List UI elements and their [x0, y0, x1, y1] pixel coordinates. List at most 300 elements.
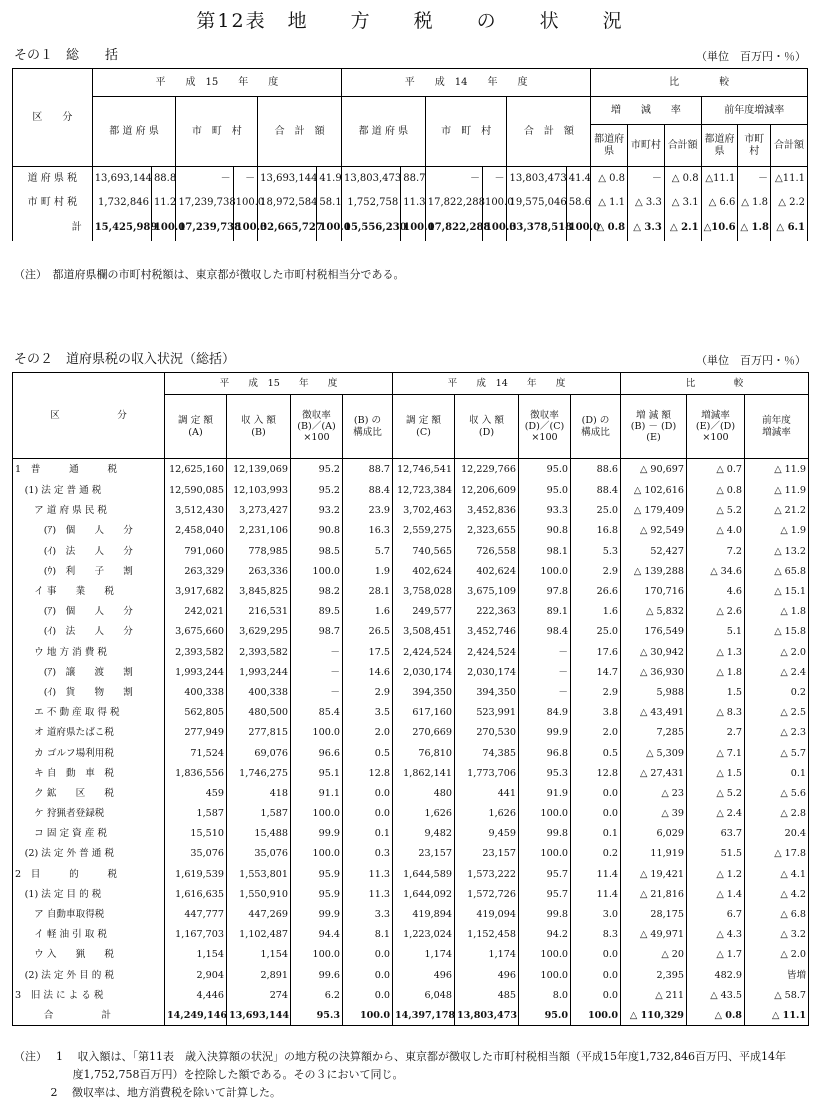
table-cell: 11.3 [343, 884, 393, 904]
header-total-h15: 合 計 額 [258, 97, 342, 167]
table-cell: － [233, 167, 258, 191]
table-cell: 0.2 [745, 682, 809, 702]
table-cell: △11.1 [771, 167, 808, 191]
table-cell: － [291, 662, 343, 682]
table-cell: 1,626 [455, 804, 519, 824]
row-label: ウ 地 方 消 費 税 [13, 642, 165, 662]
table-cell: 100.0 [519, 561, 571, 581]
table-cell: 1,746,275 [227, 763, 291, 783]
table-cell: 28,175 [621, 904, 687, 924]
table-cell: 41.4 [566, 167, 591, 191]
table-row [13, 662, 809, 682]
row-label: イ 軽 油 引 取 税 [13, 925, 165, 945]
table-cell: 100.0 [291, 804, 343, 824]
table-cell: 76,810 [393, 743, 455, 763]
table-cell: △ 23 [621, 783, 687, 803]
table-cell: 95.0 [519, 459, 571, 481]
table-cell: 17,822,288 [425, 215, 482, 241]
table-cell: 89.5 [291, 602, 343, 622]
table-cell: 95.9 [291, 864, 343, 884]
table-cell: △ 1.1 [591, 191, 628, 215]
table-cell: 100.0 [233, 191, 258, 215]
table-cell: 726,558 [455, 541, 519, 561]
row-label: 合 計 [13, 1005, 165, 1025]
header-assessed-c: 調 定 額 (C) [393, 395, 455, 459]
header-kubun: 区 分 [13, 373, 165, 459]
table-cell: 1,223,024 [393, 925, 455, 945]
table-cell: 19,575,046 [507, 191, 566, 215]
table-cell: 480 [393, 783, 455, 803]
table-cell: 13,693,144 [92, 167, 151, 191]
table-cell: 51.5 [687, 844, 745, 864]
table-cell: 23.9 [343, 501, 393, 521]
table-cell: 2.0 [571, 723, 621, 743]
table-cell: 3,675,109 [455, 581, 519, 601]
table-cell: △ 27,431 [621, 763, 687, 783]
table-cell: 98.1 [519, 541, 571, 561]
table-cell: 11.4 [571, 884, 621, 904]
table-cell: 270,669 [393, 723, 455, 743]
table-cell: 16.8 [571, 521, 621, 541]
table-cell: 2,559,275 [393, 521, 455, 541]
table-cell: 0.0 [343, 985, 393, 1005]
table-cell: 99.6 [291, 965, 343, 985]
table-cell: 1,573,222 [455, 864, 519, 884]
table-cell: 1,993,244 [227, 662, 291, 682]
table-cell: △ 3.2 [745, 925, 809, 945]
table-cell: 617,160 [393, 703, 455, 723]
table-cell: 1.6 [571, 602, 621, 622]
table-cell: 3,702,463 [393, 501, 455, 521]
table-cell: 12,590,085 [165, 481, 227, 501]
header-hikaku: 比 較 [621, 373, 809, 395]
header-rate-muni: 市町村 [628, 125, 665, 167]
table-cell: 91.1 [291, 783, 343, 803]
table-cell: 459 [165, 783, 227, 803]
table-cell: 88.7 [343, 459, 393, 481]
table-cell: 0.3 [343, 844, 393, 864]
row-label: キ 自 動 車 税 [13, 763, 165, 783]
section2-note-1: （注） 1 収入額は、「第11表 歳入決算額の状況」の地方税の決算額から、東京都が徴収した市町村税相当額（平成15年度1,732,846百万円、平成14年 [14, 1050, 786, 1063]
table-cell: △ 21.2 [745, 501, 809, 521]
header-difference-e: 増 減 額 (B) － (D) (E) [621, 395, 687, 459]
table-cell: 100.0 [519, 844, 571, 864]
section1-note: （注） 都道府県欄の市町村税額は、東京都が徴収した市町村税相当分である。 [14, 268, 405, 281]
table-cell: 1.5 [687, 682, 745, 702]
table-cell: 170,716 [621, 581, 687, 601]
table-cell: 96.8 [519, 743, 571, 763]
header-muni-h15: 市 町 村 [176, 97, 258, 167]
table-cell: 52,427 [621, 541, 687, 561]
table-cell: 91.9 [519, 783, 571, 803]
table-cell: △ 1.8 [687, 662, 745, 682]
table-row [13, 965, 809, 985]
table-cell: 95.2 [291, 459, 343, 481]
table-cell: 98.4 [519, 622, 571, 642]
row-label: (2) 法 定 外 普 通 税 [13, 844, 165, 864]
table-cell: 1,836,556 [165, 763, 227, 783]
table-cell: 1,152,458 [455, 925, 519, 945]
table-cell: △ 0.8 [687, 1005, 745, 1025]
table-cell: 12,723,384 [393, 481, 455, 501]
table-cell: 41.9 [317, 167, 342, 191]
table-cell: 3,675,660 [165, 622, 227, 642]
table-cell: △ 110,329 [621, 1005, 687, 1025]
table-cell: △ 2.0 [745, 945, 809, 965]
table-cell: △ 139,288 [621, 561, 687, 581]
table-cell: 69,076 [227, 743, 291, 763]
table-row [13, 602, 809, 622]
table-cell: △ 3.3 [628, 191, 665, 215]
row-label: ア 道 府 県 民 税 [13, 501, 165, 521]
table-cell: △ 0.7 [687, 459, 745, 481]
table-cell: 32,665,727 [258, 215, 317, 241]
header-h15: 平 成 15 年 度 [92, 69, 341, 97]
table-cell: △ 2.8 [745, 804, 809, 824]
table-cell: 3,845,825 [227, 581, 291, 601]
row-label: 市 町 村 税 [13, 191, 93, 215]
row-label: (1) 法 定 目 的 税 [13, 884, 165, 904]
table-cell: 95.7 [519, 884, 571, 904]
table-cell: 4,446 [165, 985, 227, 1005]
table-cell: 95.2 [291, 481, 343, 501]
table-cell: 2,458,040 [165, 521, 227, 541]
table-cell: 25.0 [571, 622, 621, 642]
table-row [13, 945, 809, 965]
table-cell: △ 20 [621, 945, 687, 965]
row-label: エ 不 動 産 取 得 税 [13, 703, 165, 723]
table-cell: △ 17.8 [745, 844, 809, 864]
table-row [13, 925, 809, 945]
table-cell: 2.7 [687, 723, 745, 743]
table-cell: 12,746,541 [393, 459, 455, 481]
table-cell: 99.9 [291, 904, 343, 924]
table-cell: 216,531 [227, 602, 291, 622]
header-prev-rate: 前年度増減率 [701, 97, 807, 125]
table-cell: △ 1.7 [687, 945, 745, 965]
table-cell: △ 102,616 [621, 481, 687, 501]
table-cell: 1,550,910 [227, 884, 291, 904]
table-cell: 791,060 [165, 541, 227, 561]
table-cell: 2,323,655 [455, 521, 519, 541]
row-label: (ｲ) 法 人 分 [13, 541, 165, 561]
header-composition-d: (D) の 構成比 [571, 395, 621, 459]
table-cell: 11.4 [571, 864, 621, 884]
header-rate-pref: 都道府県 [591, 125, 628, 167]
header-prev-muni: 市町村 [738, 125, 771, 167]
table-cell: 12,206,609 [455, 481, 519, 501]
table-cell: 8.0 [519, 985, 571, 1005]
table-cell: 0.5 [343, 743, 393, 763]
table-cell: △ 15.8 [745, 622, 809, 642]
table-cell: 13,693,144 [227, 1005, 291, 1025]
table-cell: 1.6 [343, 602, 393, 622]
table-cell: 263,336 [227, 561, 291, 581]
table-cell: 3.0 [571, 904, 621, 924]
table-cell: － [425, 167, 482, 191]
table-cell: 3.3 [343, 904, 393, 924]
table-cell: 99.8 [519, 824, 571, 844]
table-cell: 95.0 [519, 1005, 571, 1025]
table-cell: 402,624 [455, 561, 519, 581]
table-cell: 5,988 [621, 682, 687, 702]
table-cell: 99.9 [519, 723, 571, 743]
table-cell: 0.0 [343, 945, 393, 965]
header-pref-h15: 都 道 府 県 [92, 97, 176, 167]
table-cell: 14.7 [571, 662, 621, 682]
table-cell: △ 5,309 [621, 743, 687, 763]
table-row [13, 824, 809, 844]
table-cell: 15,556,230 [341, 215, 400, 241]
table-cell: 95.0 [519, 481, 571, 501]
row-label: イ 事 業 税 [13, 581, 165, 601]
table-row [13, 985, 809, 1005]
table-cell: 88.7 [401, 167, 426, 191]
table-cell: △11.1 [701, 167, 738, 191]
header-muni-h14: 市 町 村 [425, 97, 507, 167]
table-cell: － [519, 662, 571, 682]
table-row [13, 864, 809, 884]
table-row [13, 191, 808, 215]
row-label: カ ゴルフ場利用税 [13, 743, 165, 763]
table-cell: 20.4 [745, 824, 809, 844]
row-label: (ｱ) 譲 渡 割 [13, 662, 165, 682]
table-row [13, 459, 809, 481]
table-cell: △ 5.2 [687, 501, 745, 521]
table-cell: 89.1 [519, 602, 571, 622]
table-cell: △ 39 [621, 804, 687, 824]
table-cell: 2,030,174 [393, 662, 455, 682]
table-cell: 71,524 [165, 743, 227, 763]
row-label: (1) 法 定 普 通 税 [13, 481, 165, 501]
table-cell: △ 15.1 [745, 581, 809, 601]
table-cell: － [482, 167, 507, 191]
table-cell: － [628, 167, 665, 191]
table-cell: △ 30,942 [621, 642, 687, 662]
table-cell: 2.9 [571, 561, 621, 581]
table-cell: △ 5.7 [745, 743, 809, 763]
table-cell: 100.0 [519, 965, 571, 985]
table-cell: 11.3 [343, 864, 393, 884]
row-label: ケ 狩猟者登録税 [13, 804, 165, 824]
table-cell: 100.0 [291, 945, 343, 965]
table-cell: 400,338 [227, 682, 291, 702]
table-cell: 3,917,682 [165, 581, 227, 601]
table-cell: △ 90,697 [621, 459, 687, 481]
table-cell: 1,752,758 [341, 191, 400, 215]
table-cell: 3,758,028 [393, 581, 455, 601]
table-cell: 23,157 [393, 844, 455, 864]
table-row [13, 763, 809, 783]
table-cell: 16.3 [343, 521, 393, 541]
header-collection-rate-ba: 徴収率 (B)／(A) ×100 [291, 395, 343, 459]
row-label: 1 普 通 税 [13, 459, 165, 481]
table-cell: 447,269 [227, 904, 291, 924]
table-cell: △ 8.3 [687, 703, 745, 723]
table-cell: △ 1.3 [687, 642, 745, 662]
table-cell: 1,644,092 [393, 884, 455, 904]
table-cell: 523,991 [455, 703, 519, 723]
table-cell: △ 1.9 [745, 521, 809, 541]
row-label: (ｳ) 利 子 割 [13, 561, 165, 581]
table-cell: △ 13.2 [745, 541, 809, 561]
table-cell: △ 1.8 [738, 215, 771, 241]
table-cell: 1,619,539 [165, 864, 227, 884]
table-cell: 96.6 [291, 743, 343, 763]
table-cell: 17,239,738 [176, 191, 233, 215]
page-title: 第12表 地 方 税 の 状 況 [196, 10, 624, 32]
header-prev-total: 合計額 [771, 125, 808, 167]
table-row [13, 622, 809, 642]
table-cell: 2.9 [343, 682, 393, 702]
table-cell: 5.3 [571, 541, 621, 561]
row-label: 2 目 的 税 [13, 864, 165, 884]
table-cell: 0.0 [343, 783, 393, 803]
table-cell: △ 179,409 [621, 501, 687, 521]
table-cell: 98.7 [291, 622, 343, 642]
table-cell: 2,395 [621, 965, 687, 985]
table-cell: 2,030,174 [455, 662, 519, 682]
table-cell: 1,773,706 [455, 763, 519, 783]
table-cell: 100.0 [317, 215, 342, 241]
table-cell: 1,587 [227, 804, 291, 824]
table-cell: 13,693,144 [258, 167, 317, 191]
table-cell: 12.8 [571, 763, 621, 783]
header-collection-rate-dc: 徴収率 (D)／(C) ×100 [519, 395, 571, 459]
section1-unit: （単位 百万円・％） [696, 50, 806, 63]
table-cell: 6,029 [621, 824, 687, 844]
table-cell: △ 5,832 [621, 602, 687, 622]
table-cell: △ 4.0 [687, 521, 745, 541]
table-cell: 18,972,584 [258, 191, 317, 215]
table-row [13, 723, 809, 743]
table-cell: 17,822,288 [425, 191, 482, 215]
table-cell: △ 19,421 [621, 864, 687, 884]
table-cell: 419,894 [393, 904, 455, 924]
table-cell: △ 0.8 [664, 167, 701, 191]
header-composition-b: (B) の 構成比 [343, 395, 393, 459]
table-cell: 9,459 [455, 824, 519, 844]
table-cell: 496 [393, 965, 455, 985]
table-cell: 2,231,106 [227, 521, 291, 541]
table-cell: 13,803,473 [507, 167, 566, 191]
table-cell: 1,167,703 [165, 925, 227, 945]
table-cell: 95.7 [519, 864, 571, 884]
table-row [13, 783, 809, 803]
header-h15: 平 成 15 年 度 [165, 373, 393, 395]
table-row [13, 743, 809, 763]
table-cell: 562,805 [165, 703, 227, 723]
table-cell: 90.8 [519, 521, 571, 541]
table-cell: △ 1.8 [738, 191, 771, 215]
table-cell: 100.0 [519, 804, 571, 824]
table-cell: 100.0 [519, 945, 571, 965]
table-cell: 94.4 [291, 925, 343, 945]
header-prev-pref: 都道府県 [701, 125, 738, 167]
header-rate-total: 合計額 [664, 125, 701, 167]
table-cell: 14,397,178 [393, 1005, 455, 1025]
table-row [13, 1005, 809, 1025]
table-cell: △ 3.3 [628, 215, 665, 241]
table-cell: △ 4.3 [687, 925, 745, 945]
table-cell: 482.9 [687, 965, 745, 985]
table-cell: 1,644,589 [393, 864, 455, 884]
table-cell: 6,048 [393, 985, 455, 1005]
table-cell: 3,508,451 [393, 622, 455, 642]
section2-unit: （単位 百万円・％） [696, 354, 806, 367]
section2-note-2: 2 徴収率は、地方消費税を除いて計算した。 [14, 1086, 281, 1099]
table-cell: 皆増 [745, 965, 809, 985]
table-cell: 1,572,726 [455, 884, 519, 904]
table-cell: 263,329 [165, 561, 227, 581]
table-cell: 93.3 [519, 501, 571, 521]
table-row [13, 521, 809, 541]
table-cell: 15,488 [227, 824, 291, 844]
table-cell: 98.5 [291, 541, 343, 561]
table-cell: △ 1.8 [745, 602, 809, 622]
row-label: オ 道府県たばこ税 [13, 723, 165, 743]
table-cell: 88.4 [571, 481, 621, 501]
table-cell: 6.2 [291, 985, 343, 1005]
table-cell: － [176, 167, 233, 191]
header-h14: 平 成 14 年 度 [341, 69, 590, 97]
table-cell: △ 21,816 [621, 884, 687, 904]
table-cell: 100.0 [566, 215, 591, 241]
table-cell: △ 43.5 [687, 985, 745, 1005]
section1-heading: その１ 総 括 [14, 48, 119, 63]
table-cell: △ 1.4 [687, 884, 745, 904]
table-cell: △ 6.6 [701, 191, 738, 215]
row-label: (ｲ) 貨 物 割 [13, 682, 165, 702]
table-cell: 0.0 [571, 783, 621, 803]
table-cell: 441 [455, 783, 519, 803]
table-cell: 88.6 [571, 459, 621, 481]
table-cell: 95.9 [291, 884, 343, 904]
table-cell: △ 5.6 [745, 783, 809, 803]
table-cell: 3.5 [343, 703, 393, 723]
table-cell: 0.1 [571, 824, 621, 844]
table-cell: 99.9 [291, 824, 343, 844]
table-cell: 1,626 [393, 804, 455, 824]
table-cell: 222,363 [455, 602, 519, 622]
header-change-rate-ed: 増減率 (E)／(D) ×100 [687, 395, 745, 459]
table-cell: △ 0.8 [687, 481, 745, 501]
table-cell: 100.0 [482, 215, 507, 241]
table-cell: △ 2.1 [664, 215, 701, 241]
table-cell: 58.6 [566, 191, 591, 215]
table-cell: 25.0 [571, 501, 621, 521]
table-cell: 84.9 [519, 703, 571, 723]
table-cell: 8.1 [343, 925, 393, 945]
table-cell: △ 0.8 [591, 167, 628, 191]
table-cell: 480,500 [227, 703, 291, 723]
row-label: (2) 法 定 外 目 的 税 [13, 965, 165, 985]
table-cell: 400,338 [165, 682, 227, 702]
table-row [13, 642, 809, 662]
table-row [13, 561, 809, 581]
table-cell: △ 11.9 [745, 481, 809, 501]
table-cell: 3,452,836 [455, 501, 519, 521]
table-row [13, 541, 809, 561]
table-cell: △ 1.2 [687, 864, 745, 884]
table-cell: 1,616,635 [165, 884, 227, 904]
table-cell: △ 49,971 [621, 925, 687, 945]
table-cell: 2,891 [227, 965, 291, 985]
table-cell: △ 2.5 [745, 703, 809, 723]
header-total-h14: 合 計 額 [507, 97, 591, 167]
table-cell: 1,174 [455, 945, 519, 965]
header-hikaku: 比 較 [591, 69, 808, 97]
